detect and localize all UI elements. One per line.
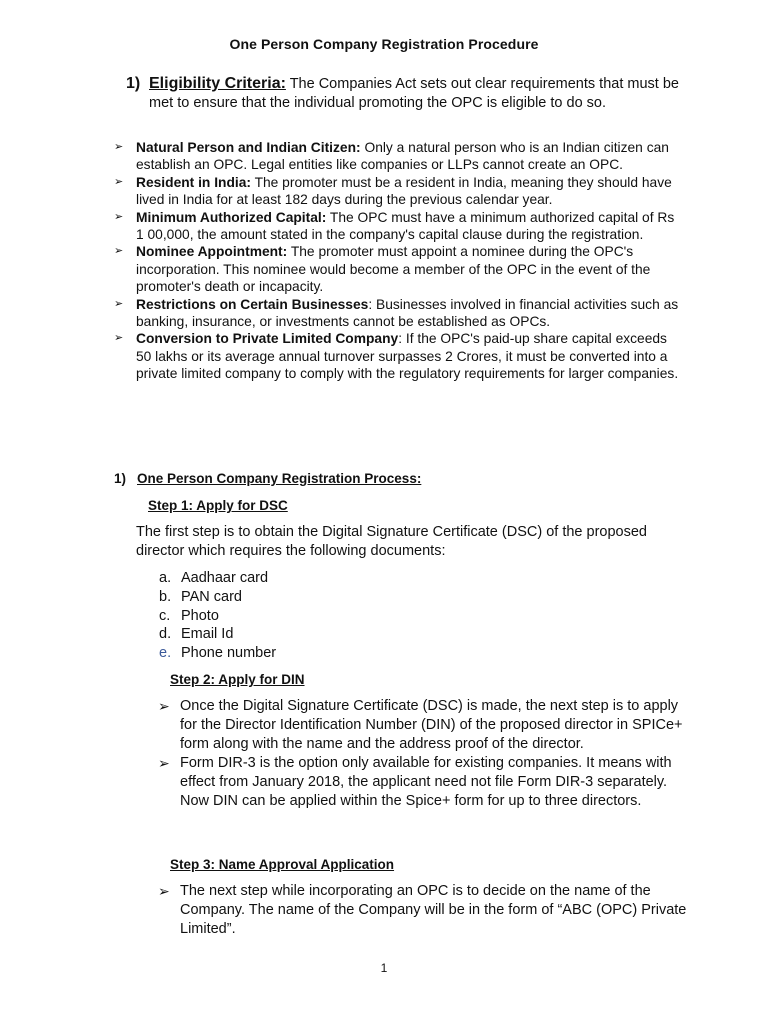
point-text: The next step while incorporating an OPC is to decide on the name of the Company. The name of the Company will be in the form of “ABC (OPC) Private Limited”. bbox=[180, 883, 687, 937]
criteria-label: Nominee Appointment: bbox=[136, 244, 288, 260]
step3-heading: Step 3: Name Approval Application bbox=[170, 857, 395, 872]
list-letter: c. bbox=[159, 607, 171, 624]
list-item bbox=[158, 697, 688, 754]
list-item bbox=[159, 625, 276, 644]
criteria-text: The OPC must have a minimum authorized capital of Rs 1 00,000, the amount stated in the company's capital clause during the registration. bbox=[136, 209, 675, 243]
document-name: Aadhaar card bbox=[181, 570, 269, 586]
list-item bbox=[158, 754, 688, 811]
list-item bbox=[114, 139, 684, 174]
arrow-bullet-icon: ➢ bbox=[158, 883, 170, 899]
arrow-bullet-icon: ➢ bbox=[114, 141, 124, 153]
criteria-text: : Businesses involved in financial activities such as banking, insurance, or investments cannot be established as OPCs. bbox=[136, 296, 679, 330]
arrow-bullet-icon: ➢ bbox=[114, 297, 124, 310]
list-item bbox=[159, 569, 276, 588]
list-letter: b. bbox=[159, 588, 172, 605]
criteria-label: Resident in India: bbox=[136, 174, 251, 190]
document-name: Email Id bbox=[181, 626, 234, 643]
list-item bbox=[159, 644, 276, 663]
list-letter: d. bbox=[159, 626, 172, 643]
list-item bbox=[159, 607, 276, 626]
step1-heading: Step 1: Apply for DSC bbox=[148, 498, 288, 513]
arrow-bullet-icon: ➢ bbox=[158, 698, 170, 714]
criteria-text: : If the OPC's paid-up share capital exceeds 50 lakhs or its average annual turnover surpasses 2 Crores, it must be converted into a private limited company to comply with the regulatory requirements for larger companies. bbox=[136, 331, 679, 382]
criteria-label: Natural Person and Indian Citizen: bbox=[136, 140, 361, 155]
documents-list bbox=[159, 569, 276, 663]
criteria-list bbox=[114, 139, 684, 383]
list-item bbox=[114, 330, 684, 382]
eligibility-section bbox=[126, 74, 686, 113]
registration-process-heading bbox=[114, 471, 421, 486]
page-number: 1 bbox=[380, 961, 388, 975]
criteria-text: Only a natural person who is an Indian citizen can establish an OPC. Legal entities like companies or LLPs cannot create an OPC. bbox=[136, 140, 669, 173]
arrow-bullet-icon: ➢ bbox=[114, 210, 124, 223]
list-item bbox=[114, 243, 684, 295]
list-item bbox=[158, 882, 688, 939]
criteria-label: Minimum Authorized Capital: bbox=[136, 209, 327, 225]
step3-points bbox=[158, 882, 688, 939]
list-item bbox=[114, 296, 684, 331]
arrow-bullet-icon: ➢ bbox=[114, 175, 124, 188]
section-number: 1) bbox=[114, 471, 127, 486]
section-heading: One Person Company Registration Process: bbox=[137, 471, 422, 486]
section-intro: The Companies Act sets out clear requirements that must be met to ensure that the individual promoting the OPC is eligible to do so. bbox=[149, 76, 679, 111]
document-name: Phone number bbox=[181, 645, 277, 662]
list-item bbox=[159, 588, 276, 607]
step2-points bbox=[158, 697, 688, 810]
document-name: Photo bbox=[181, 607, 219, 624]
list-item bbox=[114, 174, 684, 209]
list-item bbox=[114, 209, 684, 244]
arrow-bullet-icon: ➢ bbox=[158, 754, 170, 771]
arrow-bullet-icon: ➢ bbox=[114, 245, 124, 258]
criteria-text: The promoter must be a resident in India, meaning they should have lived in India for at least 182 days during the previous calendar year. bbox=[136, 174, 672, 208]
document-name: PAN card bbox=[181, 588, 242, 605]
step2-heading: Step 2: Apply for DIN bbox=[170, 672, 305, 687]
criteria-label: Restrictions on Certain Businesses bbox=[136, 296, 369, 312]
criteria-text: The promoter must appoint a nominee during the OPC's incorporation. This nominee would become a member of the OPC in the event of the promoter's death or incapacity. bbox=[136, 244, 651, 295]
section-number: 1) bbox=[126, 75, 141, 92]
arrow-bullet-icon: ➢ bbox=[114, 332, 124, 345]
list-letter: a. bbox=[159, 570, 172, 586]
point-text: Once the Digital Signature Certificate (DSC) is made, the next step is to apply for the Director Identification Number (DIN) of the proposed director in SPICe+ form along with the name and the address proof of the director. bbox=[180, 698, 683, 752]
list-letter: e. bbox=[159, 645, 172, 662]
step1-intro: The first step is to obtain the Digital Signature Certificate (DSC) of the proposed director which requires the following documents: bbox=[136, 524, 647, 559]
point-text: Form DIR-3 is the option only available for existing companies. It means with effect from January 2018, the applicant need not file Form DIR-3 separately. Now DIN can be applied within the Spice+ form for up to three directors. bbox=[180, 754, 672, 809]
criteria-label: Conversion to Private Limited Company bbox=[136, 331, 399, 347]
section-heading: Eligibility Criteria: bbox=[149, 75, 286, 92]
page-title: One Person Company Registration Procedure bbox=[229, 36, 539, 52]
